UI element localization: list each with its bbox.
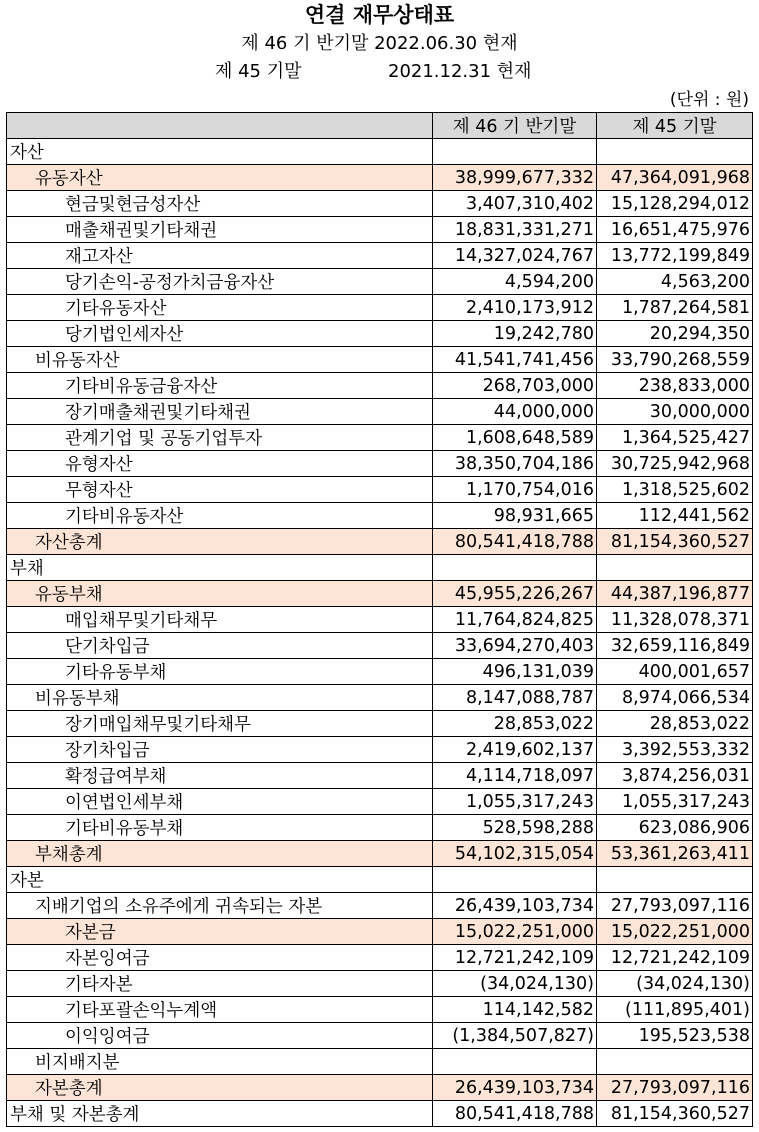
prior-value: 47,364,091,968 <box>597 165 753 191</box>
table-row <box>7 763 753 789</box>
current-value: 114,142,582 <box>433 997 597 1023</box>
row-label: 장기매출채권및기타채권 <box>7 399 433 425</box>
header-row <box>7 113 753 139</box>
current-value: 2,419,602,137 <box>433 737 597 763</box>
current-value: (34,024,130) <box>433 971 597 997</box>
prior-value: 1,055,317,243 <box>597 789 753 815</box>
current-value: 1,055,317,243 <box>433 789 597 815</box>
prior-value: 3,392,553,332 <box>597 737 753 763</box>
current-value: 38,999,677,332 <box>433 165 597 191</box>
prior-value: 53,361,263,411 <box>597 841 753 867</box>
prior-value: 13,772,199,849 <box>597 243 753 269</box>
row-label: 매출채권및기타채권 <box>7 217 433 243</box>
prior-value: 8,974,066,534 <box>597 685 753 711</box>
row-label: 비유동부채 <box>7 685 433 711</box>
table-row <box>7 737 753 763</box>
table-row <box>7 529 753 555</box>
table-row <box>7 139 753 165</box>
row-label: 기타비유동금융자산 <box>7 373 433 399</box>
table-row <box>7 1075 753 1101</box>
prior-period-date: 2021.12.31 현재 <box>388 61 532 82</box>
current-value: 15,022,251,000 <box>433 919 597 945</box>
row-label: 이연법인세부채 <box>7 789 433 815</box>
table-row <box>7 347 753 373</box>
current-value <box>433 1049 597 1075</box>
unit-label: (단위 : 원) <box>669 90 749 110</box>
current-value: 496,131,039 <box>433 659 597 685</box>
table-row <box>7 1049 753 1075</box>
prior-value: 623,086,906 <box>597 815 753 841</box>
table-row <box>7 841 753 867</box>
current-value: 268,703,000 <box>433 373 597 399</box>
table-row <box>7 555 753 581</box>
prior-value: 11,328,078,371 <box>597 607 753 633</box>
table-row <box>7 789 753 815</box>
row-label: 기타유동자산 <box>7 295 433 321</box>
current-value: 18,831,331,271 <box>433 217 597 243</box>
row-label: 매입채무및기타채무 <box>7 607 433 633</box>
current-value: 14,327,024,767 <box>433 243 597 269</box>
table-row <box>7 1023 753 1049</box>
prior-period <box>215 58 532 86</box>
prior-value <box>597 139 753 165</box>
prior-value: 28,853,022 <box>597 711 753 737</box>
table-row <box>7 321 753 347</box>
current-value: 8,147,088,787 <box>433 685 597 711</box>
current-value <box>433 139 597 165</box>
prior-period-label: 제 45 기말 <box>215 61 302 82</box>
row-label: 단기차입금 <box>7 633 433 659</box>
table-row <box>7 373 753 399</box>
table-row <box>7 971 753 997</box>
header-prior: 제 45 기말 <box>597 113 753 139</box>
table-row <box>7 997 753 1023</box>
table-row <box>7 815 753 841</box>
row-label: 기타유동부채 <box>7 659 433 685</box>
table-row <box>7 399 753 425</box>
prior-value: 20,294,350 <box>597 321 753 347</box>
current-value: 80,541,418,788 <box>433 1101 597 1127</box>
row-label: 현금및현금성자산 <box>7 191 433 217</box>
table-row <box>7 269 753 295</box>
prior-value: 1,364,525,427 <box>597 425 753 451</box>
row-label: 부채총계 <box>7 841 433 867</box>
row-label: 자산 <box>7 139 433 165</box>
header-current: 제 46 기 반기말 <box>433 113 597 139</box>
prior-value: 27,793,097,116 <box>597 1075 753 1101</box>
current-value: 528,598,288 <box>433 815 597 841</box>
prior-value: 30,000,000 <box>597 399 753 425</box>
statement-title: 연결 재무상태표 <box>304 3 455 27</box>
table-row <box>7 243 753 269</box>
current-value: 80,541,418,788 <box>433 529 597 555</box>
balance-sheet-table <box>6 112 753 1127</box>
current-value: 98,931,665 <box>433 503 597 529</box>
prior-value <box>597 867 753 893</box>
row-label: 재고자산 <box>7 243 433 269</box>
prior-value: 32,659,116,849 <box>597 633 753 659</box>
current-value: 12,721,242,109 <box>433 945 597 971</box>
table-row <box>7 893 753 919</box>
table-row <box>7 191 753 217</box>
row-label: 기타포괄손익누계액 <box>7 997 433 1023</box>
row-label: 자본금 <box>7 919 433 945</box>
prior-value: 195,523,538 <box>597 1023 753 1049</box>
prior-value <box>597 555 753 581</box>
current-value: 4,594,200 <box>433 269 597 295</box>
current-value: 11,764,824,825 <box>433 607 597 633</box>
table-row <box>7 659 753 685</box>
row-label: 비유동자산 <box>7 347 433 373</box>
prior-value: 4,563,200 <box>597 269 753 295</box>
row-label: 장기차입금 <box>7 737 433 763</box>
row-label: 장기매입채무및기타채무 <box>7 711 433 737</box>
row-label: 기타자본 <box>7 971 433 997</box>
prior-value: 30,725,942,968 <box>597 451 753 477</box>
current-value <box>433 867 597 893</box>
table-row <box>7 685 753 711</box>
current-value: 28,853,022 <box>433 711 597 737</box>
prior-value: 12,721,242,109 <box>597 945 753 971</box>
table-row <box>7 945 753 971</box>
table-row <box>7 451 753 477</box>
row-label: 자산총계 <box>7 529 433 555</box>
table-row <box>7 503 753 529</box>
prior-value: 27,793,097,116 <box>597 893 753 919</box>
table-row <box>7 711 753 737</box>
current-value: 3,407,310,402 <box>433 191 597 217</box>
row-label: 부채 <box>7 555 433 581</box>
current-value: 26,439,103,734 <box>433 893 597 919</box>
table-body <box>7 139 753 1127</box>
row-label: 당기손익-공정가치금융자산 <box>7 269 433 295</box>
row-label: 확정급여부채 <box>7 763 433 789</box>
current-value: 38,350,704,186 <box>433 451 597 477</box>
prior-value: 112,441,562 <box>597 503 753 529</box>
prior-value: 33,790,268,559 <box>597 347 753 373</box>
prior-value: 1,787,264,581 <box>597 295 753 321</box>
table-row <box>7 633 753 659</box>
row-label: 기타비유동부채 <box>7 815 433 841</box>
current-value: 19,242,780 <box>433 321 597 347</box>
table-row <box>7 217 753 243</box>
row-label: 지배기업의 소유주에게 귀속되는 자본 <box>7 893 433 919</box>
current-value: 33,694,270,403 <box>433 633 597 659</box>
prior-value: 3,874,256,031 <box>597 763 753 789</box>
current-value: 2,410,173,912 <box>433 295 597 321</box>
row-label: 이익잉여금 <box>7 1023 433 1049</box>
row-label: 유동부채 <box>7 581 433 607</box>
table-row <box>7 295 753 321</box>
prior-value: 44,387,196,877 <box>597 581 753 607</box>
prior-value: 81,154,360,527 <box>597 1101 753 1127</box>
row-label: 무형자산 <box>7 477 433 503</box>
current-value: 26,439,103,734 <box>433 1075 597 1101</box>
row-label: 기타비유동자산 <box>7 503 433 529</box>
current-value: 45,955,226,267 <box>433 581 597 607</box>
table-row <box>7 477 753 503</box>
table-row <box>7 581 753 607</box>
row-label: 유동자산 <box>7 165 433 191</box>
row-label: 비지배지분 <box>7 1049 433 1075</box>
current-value: 1,608,648,589 <box>433 425 597 451</box>
prior-value: (111,895,401) <box>597 997 753 1023</box>
table-row <box>7 867 753 893</box>
table-row <box>7 607 753 633</box>
row-label: 관계기업 및 공동기업투자 <box>7 425 433 451</box>
row-label: 유형자산 <box>7 451 433 477</box>
current-period: 제 46 기 반기말 2022.06.30 현재 <box>241 33 518 54</box>
prior-value: 16,651,475,976 <box>597 217 753 243</box>
current-value: (1,384,507,827) <box>433 1023 597 1049</box>
prior-value: 1,318,525,602 <box>597 477 753 503</box>
prior-value: 15,128,294,012 <box>597 191 753 217</box>
row-label: 부채 및 자본총계 <box>7 1101 433 1127</box>
current-value: 54,102,315,054 <box>433 841 597 867</box>
row-label: 자본총계 <box>7 1075 433 1101</box>
table-row <box>7 919 753 945</box>
current-value <box>433 555 597 581</box>
prior-value: 238,833,000 <box>597 373 753 399</box>
prior-value <box>597 1049 753 1075</box>
prior-value: 15,022,251,000 <box>597 919 753 945</box>
row-label: 자본잉여금 <box>7 945 433 971</box>
table-row <box>7 1101 753 1127</box>
prior-value: (34,024,130) <box>597 971 753 997</box>
header-blank <box>7 113 433 139</box>
prior-value: 400,001,657 <box>597 659 753 685</box>
table-row <box>7 165 753 191</box>
row-label: 자본 <box>7 867 433 893</box>
table-row <box>7 425 753 451</box>
prior-value: 81,154,360,527 <box>597 529 753 555</box>
row-label: 당기법인세자산 <box>7 321 433 347</box>
current-value: 4,114,718,097 <box>433 763 597 789</box>
current-value: 44,000,000 <box>433 399 597 425</box>
current-value: 1,170,754,016 <box>433 477 597 503</box>
current-value: 41,541,741,456 <box>433 347 597 373</box>
